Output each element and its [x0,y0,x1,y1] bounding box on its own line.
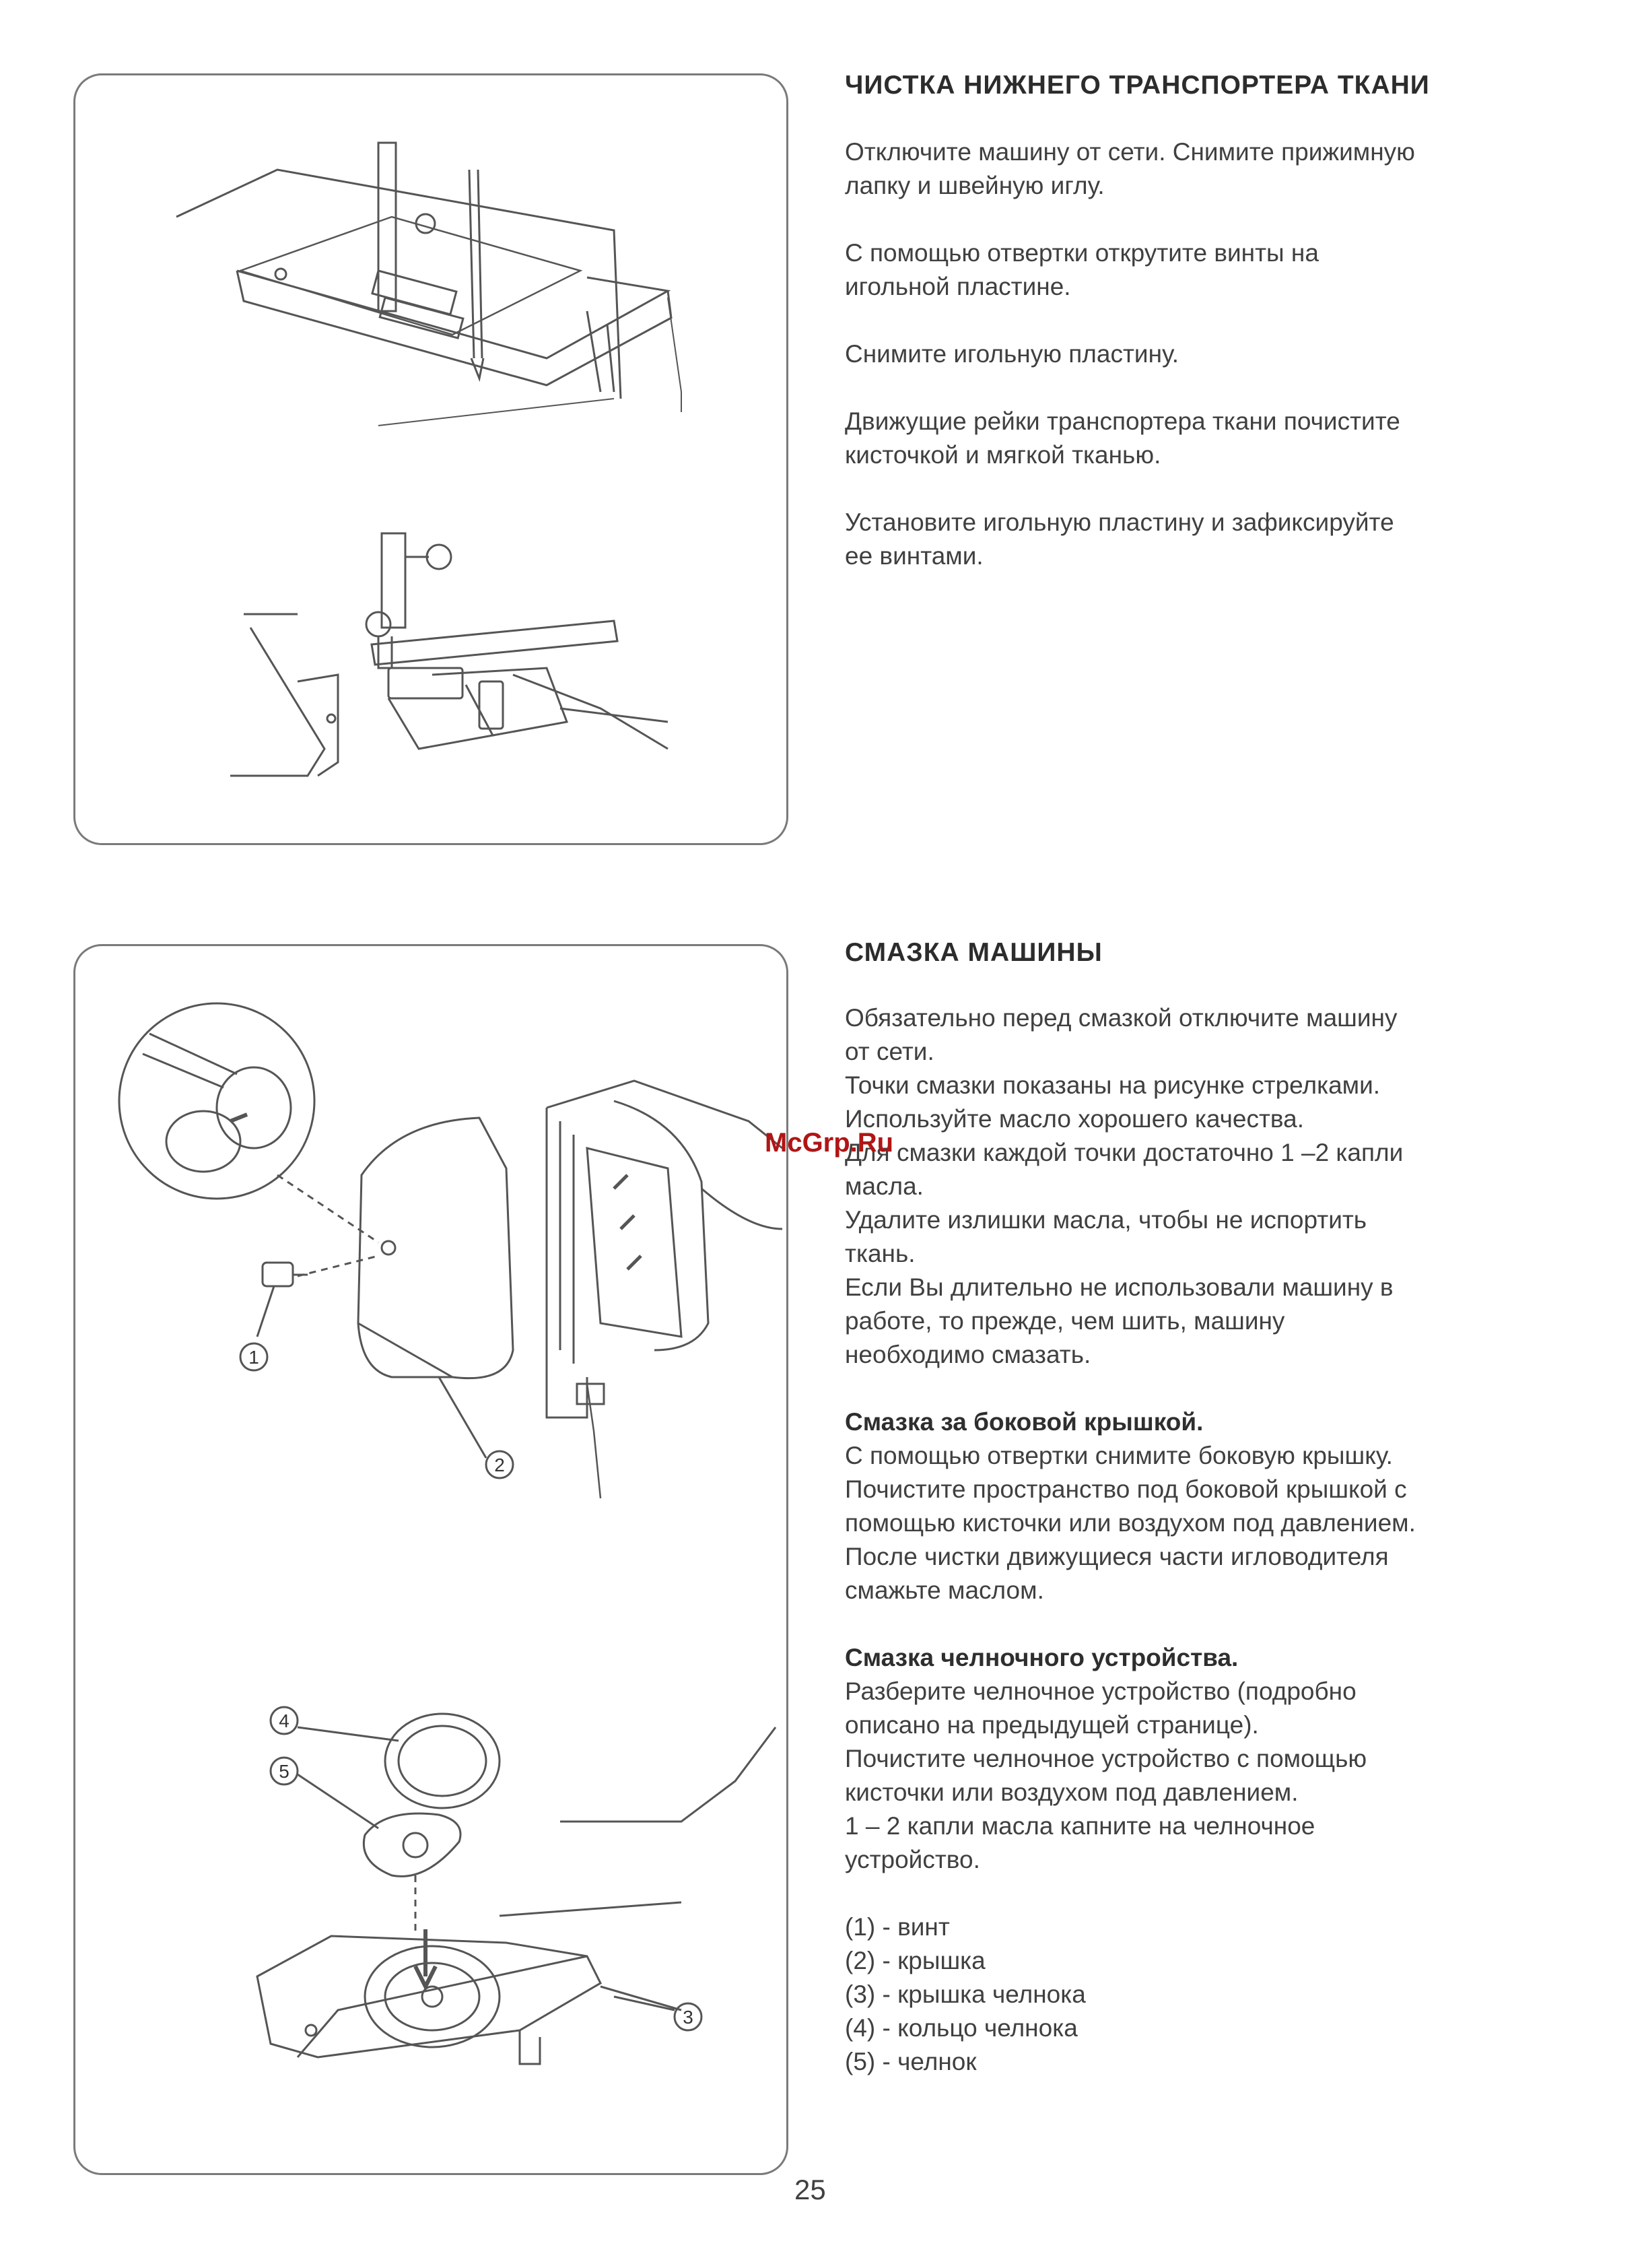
text-line: игольной пластине. [845,273,1071,300]
shuttle-text [845,1641,1558,1877]
text-line: С помощью отвертки снимите боковую крышку. [845,1442,1393,1469]
callout-label: 2 [494,1455,505,1475]
paragraph [845,506,1558,573]
legend-item: (1) - винт [845,1913,950,1941]
feed-dog-drawing [75,75,786,843]
text-line: Точки смазки показаны на рисунке стрелками. [845,1071,1381,1099]
illustration-oiling [73,944,788,2175]
paragraph [845,337,1558,371]
text-line: 1 – 2 капли масла капните на челночное [845,1812,1315,1840]
legend-item: (5) - челнок [845,2048,977,2075]
parts-legend [845,1910,1558,2079]
text-line: работе, то прежде, чем шить, машину [845,1307,1285,1335]
text-line: Для смазки каждой точки достаточно 1 –2 капли [845,1139,1404,1166]
text-line: кисточкой и мягкой тканью. [845,441,1161,469]
watermark: McGrp.Ru [765,1128,894,1158]
text-line: описано на предыдущей странице). [845,1711,1259,1739]
section-oiling [845,938,1558,2079]
text-line: ее винтами. [845,542,984,570]
intro-text [845,1001,1558,1372]
text-line: кисточки или воздухом под давлением. [845,1778,1299,1806]
text-line: лапку и швейную иглу. [845,172,1105,199]
text-line: масла. [845,1172,924,1200]
callout-label: 4 [279,1710,289,1731]
legend-item: (3) - крышка челнока [845,1980,1086,2008]
section-title: СМАЗКА МАШИНЫ [845,938,1103,967]
section-title: ЧИСТКА НИЖНЕГО ТРАНСПОРТЕРА ТКАНИ [845,71,1430,100]
legend-item: (2) - крышка [845,1947,986,1974]
callout-label: 5 [279,1761,289,1782]
text-line: Если Вы длительно не использовали машину в [845,1273,1394,1301]
text-line: Почистите челночное устройство с помощью [845,1745,1367,1772]
legend-item: (4) - кольцо челнока [845,2014,1078,2042]
text-line: Движущие рейки транспортера ткани почистите [845,407,1400,435]
text-line: смажьте маслом. [845,1576,1044,1604]
text-line: После чистки движущиеся части игловодителя [845,1543,1389,1570]
page-number: 25 [794,2174,826,2205]
text-line: Используйте масло хорошего качества. [845,1105,1305,1133]
callout-label: 1 [248,1347,259,1368]
subsection-title: Смазка за боковой крышкой. [845,1408,1204,1436]
side-cover-text [845,1405,1558,1607]
paragraph [845,236,1558,304]
text-line: устройство. [845,1846,980,1873]
paragraph [845,135,1558,203]
section-feed-dog-cleaning [845,71,1558,607]
text-line: Снимите игольную пластину. [845,340,1179,368]
text-line: Почистите пространство под боковой крышкой с [845,1475,1407,1503]
oiling-drawing [75,946,786,2173]
text-line: Установите игольную пластину и зафиксируйте [845,508,1394,536]
text-line: необходимо смазать. [845,1341,1091,1368]
text-line: Разберите челночное устройство (подробно [845,1677,1357,1705]
text-line: Обязательно перед смазкой отключите машину [845,1004,1398,1032]
text-line: помощью кисточки или воздухом под давлением. [845,1509,1416,1537]
text-line: от сети. [845,1038,934,1065]
text-line: С помощью отвертки открутите винты на [845,239,1319,267]
callout-label: 3 [683,2007,693,2028]
subsection-title: Смазка челночного устройства. [845,1644,1239,1671]
text-line: Удалите излишки масла, чтобы не испортить [845,1206,1367,1234]
illustration-feed-dog-cleaning [73,73,788,845]
paragraph [845,405,1558,472]
text-line: Отключите машину от сети. Снимите прижимную [845,138,1415,166]
text-line: ткань. [845,1240,916,1267]
